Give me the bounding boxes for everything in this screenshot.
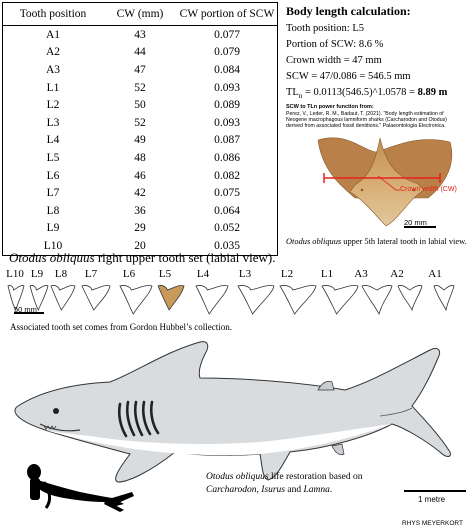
tooth-label-l10: L10 [6,268,24,280]
table-row [3,220,278,238]
tooth-l6 [120,285,152,314]
calc-tl-result: 8.89 m [417,87,448,98]
cell-tooth-position: L6 [46,169,60,182]
toothset-scale-label: 50 mm [14,305,37,314]
caption-genus-lamna: Lamna [303,485,330,495]
cell-tooth-position: L7 [46,187,60,200]
cell-cw: 43 [134,28,146,41]
cell-tooth-position: L9 [46,222,60,235]
shark-scale-bar [404,490,466,492]
shark-caption-line-2 [206,485,332,495]
cell-cw-portion: 0.077 [214,28,240,41]
cell-tooth-position: A3 [45,63,61,76]
crown-width-label: Crown width (CW) [400,186,457,193]
toothset-title-rest: right upper tooth set (labial view). [94,250,276,265]
caption-genus-isurus: Isurus [261,485,286,495]
caption-sep-3: . [329,485,333,495]
shark-caption-line-1 [206,472,362,482]
cell-cw: 42 [134,187,146,200]
calc-scw: SCW = 47/0.086 = 546.5 mm [286,71,411,82]
cell-tooth-position: A1 [45,28,61,41]
tooth-label-l3: L3 [238,268,252,280]
reference-line-2: Neogene macrophagous lamniform sharks (Carcharodon and Otodus) [286,117,447,123]
cell-cw: 47 [134,63,146,76]
tooth-label-a1: A1 [428,268,442,280]
cell-tooth-position: L8 [46,204,60,217]
shark-scale-label: 1 metre [418,495,446,504]
tooth-set-row [0,280,474,328]
cell-cw: 20 [134,239,146,252]
tooth-l7 [82,285,110,310]
cell-tooth-position: L10 [43,239,63,252]
cell-cw-portion: 0.079 [214,46,240,59]
toothset-note: Associated tooth set comes from Gordon Hubbel’s collection. [10,322,232,332]
table-row [3,79,278,97]
tooth-label-l8: L8 [54,268,68,280]
cell-cw: 44 [134,46,146,59]
caption-genus-carcharodon: Carcharodon [206,485,257,495]
tooth-label-l6: L6 [122,268,136,280]
caption-sep-2: and [285,485,304,495]
cell-tooth-position: L2 [46,99,60,112]
tooth-label-l4: L4 [196,268,210,280]
table-body [3,26,278,256]
cell-cw-portion: 0.084 [214,63,240,76]
artist-credit: RHYS MEYERKORT [402,520,463,527]
calc-scw-portion: Portion of SCW: 8.6 % [286,39,384,50]
reference-line-3: derived from associated fossil dentitions." Palaeontologia Electronica. [286,123,446,129]
diver-silhouette [20,458,140,514]
cell-tooth-position: A2 [45,46,61,59]
table-header-row [3,3,278,26]
tooth-label-l5: L5 [158,268,172,280]
cell-cw-portion: 0.052 [214,222,240,235]
shark-caption-species: Otodus obliquus [206,472,269,482]
tooth-label-a3: A3 [354,268,368,280]
tooth-l5 [158,285,184,310]
tooth-a2 [398,285,422,310]
tooth-label-l1: L1 [320,268,334,280]
tooth-label-l2: L2 [280,268,294,280]
photo-caption [286,237,467,246]
table-row [3,26,278,44]
cell-cw-portion: 0.093 [214,81,240,94]
table-row [3,132,278,150]
shark-caption-rest: life restoration based on [268,472,363,482]
tooth-a1 [434,285,454,310]
cell-cw-portion: 0.082 [214,169,240,182]
cell-cw: 36 [134,204,146,217]
tooth-l8 [51,285,75,310]
cell-cw-portion: 0.064 [214,204,240,217]
calc-tl-subscript: n [298,92,303,101]
cell-cw-portion: 0.075 [214,187,240,200]
table-row [3,149,278,167]
cell-cw: 46 [134,169,146,182]
cell-cw: 29 [134,222,146,235]
table-row [3,184,278,202]
tooth-label-l7: L7 [84,268,98,280]
photo-caption-rest: upper 5th lateral tooth in labial view. [341,237,467,246]
tooth-l3 [238,285,274,314]
tooth-label-a2: A2 [390,268,404,280]
calc-crown-width: Crown width = 47 mm [286,55,382,66]
cell-cw: 52 [134,81,146,94]
column-header-tooth-position: Tooth position [3,3,104,26]
column-header-cw: CW (mm) [103,3,177,26]
table-row [3,61,278,79]
tooth-l2 [280,285,316,314]
cell-tooth-position: L5 [46,151,60,164]
table-row [3,44,278,62]
cell-cw: 52 [134,116,146,129]
caption-sep-1: , [256,485,262,495]
tooth-label-l9: L9 [30,268,44,280]
cell-cw-portion: 0.035 [214,239,240,252]
calc-total-length [286,87,447,100]
tooth-l4 [196,285,228,314]
tooth-a3 [362,285,392,314]
cell-tooth-position: L3 [46,116,60,129]
table-row [3,96,278,114]
calc-tl-label: TL [286,87,299,98]
calc-tl-formula: = 0.0113(546.5)^1.0578 = [302,87,418,98]
cell-cw-portion: 0.093 [214,116,240,129]
toothset-title [9,250,275,266]
column-header-cw-portion: CW portion of SCW [177,3,278,26]
photo-scale-label: 20 mm [404,218,427,227]
cell-cw-portion: 0.087 [214,134,240,147]
calc-tooth-position: Tooth position: L5 [286,23,365,34]
toothset-title-species: Otodus obliquus [9,250,95,265]
cell-tooth-position: L1 [46,81,60,94]
cell-cw: 48 [134,151,146,164]
photo-caption-species: Otodus obliquus [286,237,342,246]
tooth-l1 [322,285,358,314]
cell-cw-portion: 0.086 [214,151,240,164]
shark-eye [53,408,59,414]
calculation-title: Body length calculation: [286,4,411,18]
table-row [3,167,278,185]
table-row [3,114,278,132]
table-row [3,202,278,220]
cell-cw: 50 [134,99,146,112]
cell-cw: 49 [134,134,146,147]
cell-cw-portion: 0.089 [214,99,240,112]
reference-title: SCW to TLn power function from: [286,104,374,110]
cell-tooth-position: L4 [46,134,60,147]
tooth-measurement-table [2,2,278,256]
reference-line-1: Perez, V., Leder, R. M., Badaut, T. (2021). "Body length estimation of [286,111,444,117]
l5-tooth-photo [300,130,472,240]
